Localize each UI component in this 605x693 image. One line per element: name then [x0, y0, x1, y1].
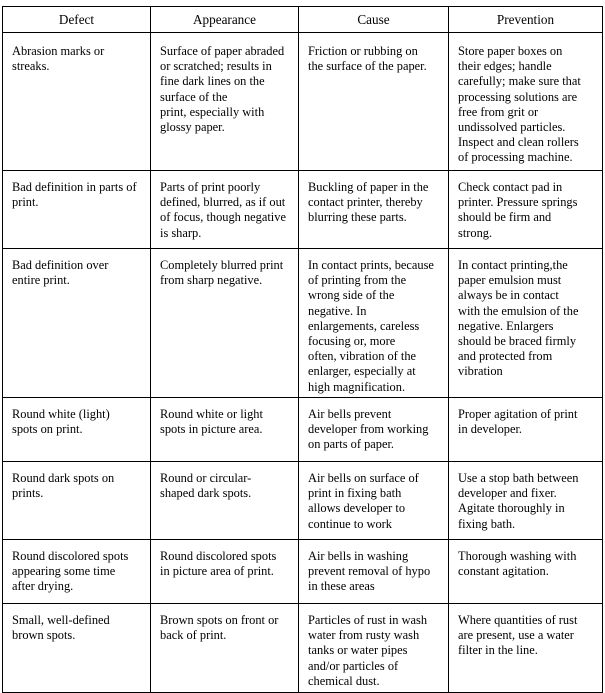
prevention-text: Proper agitation of print in developer.	[458, 407, 578, 437]
prevention-cell	[449, 540, 603, 604]
cause-cell	[299, 33, 449, 171]
table-row	[3, 398, 603, 462]
defect-text: Abrasion marks or streaks.	[12, 44, 105, 74]
prevention-text: Store paper boxes on their edges; handle carefully; make sure that processing solutions are free from grit or undissolved particles. Inspect and clean rollers of processing machine.	[458, 44, 581, 165]
prevention-cell	[449, 249, 603, 398]
prevention-text: Thorough washing with constant agitation.	[458, 549, 577, 579]
cause-text: Air bells prevent developer from working on parts of paper.	[308, 407, 429, 452]
appearance-text: Brown spots on front or back of print.	[160, 613, 279, 643]
defect-text: Small, well-defined brown spots.	[12, 613, 110, 643]
defect-text: Round dark spots on prints.	[12, 471, 115, 501]
table-row	[3, 171, 603, 249]
appearance-cell	[151, 249, 299, 398]
prevention-text: In contact printing,the paper emulsion must always be in contact with the emulsion of the negative. Enlargers should be braced firmly and protected from vibration	[458, 258, 579, 379]
table-row	[3, 540, 603, 604]
header-defect: Defect	[3, 7, 151, 33]
defect-text: Round discolored spots appearing some time after drying.	[12, 549, 129, 594]
appearance-text: Round or circular- shaped dark spots.	[160, 471, 252, 501]
appearance-text: Completely blurred print from sharp negative.	[160, 258, 284, 288]
cause-cell	[299, 604, 449, 693]
defect-text: Bad definition over entire print.	[12, 258, 109, 288]
defect-text: Round white (light) spots on print.	[12, 407, 110, 437]
prevention-cell	[449, 604, 603, 693]
defect-cell	[3, 171, 151, 249]
prevention-text: Use a stop bath between developer and fixer. Agitate thoroughly in fixing bath.	[458, 471, 579, 531]
defect-cell	[3, 540, 151, 604]
prevention-text: Where quantities of rust are present, use a water filter in the line.	[458, 613, 578, 658]
cause-cell	[299, 540, 449, 604]
cause-text: Particles of rust in wash water from rusty wash tanks or water pipes and/or particles of chemical dust.	[308, 613, 428, 688]
prevention-cell	[449, 171, 603, 249]
cause-text: Buckling of paper in the contact printer, thereby blurring these parts.	[308, 180, 429, 225]
defect-text: Bad definition in parts of print.	[12, 180, 137, 210]
cause-cell	[299, 249, 449, 398]
header-row	[3, 7, 603, 33]
defect-cell	[3, 462, 151, 540]
defects-table	[2, 6, 603, 693]
appearance-text: Surface of paper abraded or scratched; results in fine dark lines on the surface of the print, especially with glossy paper.	[160, 44, 285, 135]
appearance-cell	[151, 462, 299, 540]
appearance-cell	[151, 604, 299, 693]
prevention-cell	[449, 398, 603, 462]
appearance-text: Round discolored spots in picture area of print.	[160, 549, 277, 579]
appearance-cell	[151, 540, 299, 604]
defect-cell	[3, 398, 151, 462]
table-row	[3, 249, 603, 398]
appearance-text: Round white or light spots in picture area.	[160, 407, 263, 437]
header-appearance: Appearance	[151, 7, 299, 33]
appearance-text: Parts of print poorly defined, blurred, as if out of focus, though negative is sharp.	[160, 180, 286, 240]
table-row	[3, 604, 603, 693]
cause-text: Air bells in washing prevent removal of hypo in these areas	[308, 549, 431, 594]
table-row	[3, 33, 603, 171]
header-cause: Cause	[299, 7, 449, 33]
prevention-cell	[449, 33, 603, 171]
cause-text: Friction or rubbing on the surface of the paper.	[308, 44, 427, 74]
defect-cell	[3, 33, 151, 171]
prevention-text: Check contact pad in printer. Pressure springs should be firm and strong.	[458, 180, 578, 240]
prevention-cell	[449, 462, 603, 540]
appearance-cell	[151, 398, 299, 462]
appearance-cell	[151, 171, 299, 249]
defect-cell	[3, 249, 151, 398]
cause-text: Air bells on surface of print in fixing bath allows developer to continue to work	[308, 471, 419, 531]
appearance-cell	[151, 33, 299, 171]
table-row	[3, 462, 603, 540]
header-prevention: Prevention	[449, 7, 603, 33]
cause-cell	[299, 171, 449, 249]
cause-cell	[299, 462, 449, 540]
defect-cell	[3, 604, 151, 693]
cause-text: In contact prints, because of printing from the wrong side of the negative. In enlargements, careless focusing or, more often, vibration of the enlarger, especially at high magnification.	[308, 258, 434, 394]
cause-cell	[299, 398, 449, 462]
